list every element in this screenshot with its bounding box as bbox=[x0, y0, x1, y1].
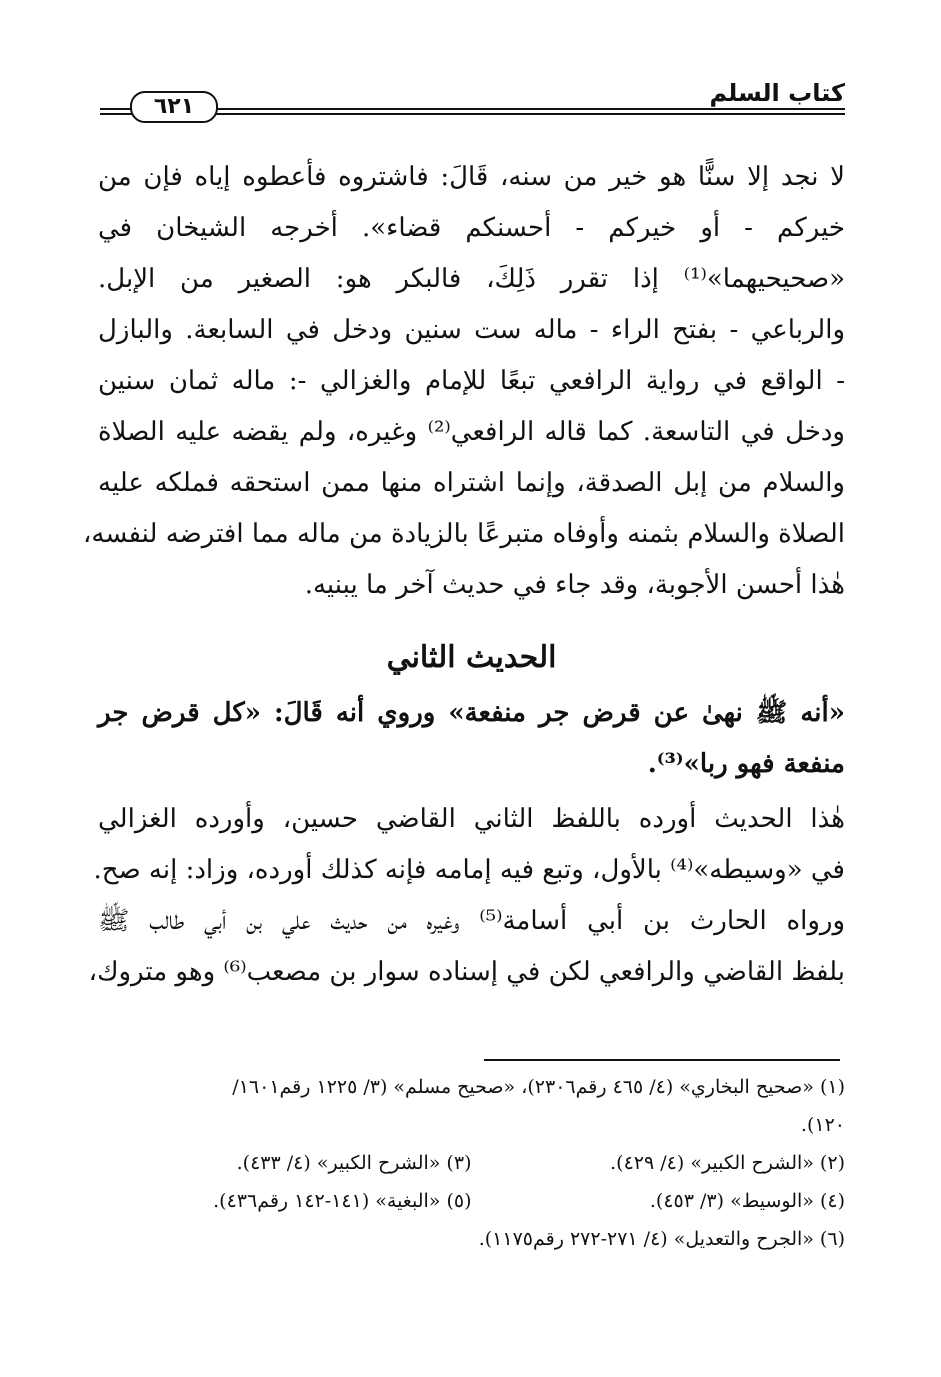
footnote-row bbox=[98, 1182, 845, 1220]
text-line: والسلام من إبل الصدقة، وإنما اشتراه منها ممن استحقه فملكه عليه bbox=[98, 468, 845, 498]
page-header bbox=[100, 78, 845, 122]
text-line: لا نجد إلا سنًّا هو خير من سنه، قَالَ: فاشتروه فأعطوه إياه فإن من bbox=[98, 162, 845, 192]
text-line: والرباعي - بفتح الراء - ماله ست سنين ودخل في السابعة. والبازل bbox=[98, 315, 845, 345]
footnote-5: (٥) «البغية» (١٤١-١٤٢ رقم٤٣٦). bbox=[213, 1190, 472, 1212]
footnote-1-continued: ١٢٠). bbox=[800, 1114, 845, 1136]
text-line: بلفظ القاضي والرافعي لكن في إسناده سوار بن مصعب⁽⁶⁾ وهو متروك، bbox=[88, 957, 845, 987]
footnote-row bbox=[98, 1144, 845, 1182]
section-heading: الحديث الثاني bbox=[386, 640, 557, 675]
footnote-4: (٤) «الوسيط» (٣/ ٤٥٣). bbox=[649, 1190, 845, 1212]
text-line: «صحيحيهما»⁽¹⁾ إذا تقرر ذَلِكَ، فالبكر هو: الصغير من الإبل. bbox=[98, 264, 845, 294]
text-line: ودخل في التاسعة. كما قاله الرافعي⁽²⁾ وغيره، ولم يقضه عليه الصلاة bbox=[98, 417, 845, 447]
page-number: ٦٢١ bbox=[130, 91, 218, 123]
text-line: ورواه الحارث بن أبي أسامة⁽⁵⁾ وغيره من حديث علي بن أبي طالب ﷺ bbox=[98, 906, 846, 936]
text-line: منفعة فهو ربا»⁽³⁾. bbox=[647, 749, 845, 779]
paragraph-1 bbox=[83, 152, 845, 611]
footnotes bbox=[98, 1068, 845, 1258]
text-line: «أنه ﷺ نهىٰ عن قرض جر منفعة» وروي أنه قَالَ: «كل قرض جر bbox=[98, 698, 845, 728]
chapter-title: كتاب السلم bbox=[699, 78, 845, 108]
text-line: خيركم - أو خيركم - أحسنكم قضاء». أخرجه الشيخان في bbox=[98, 213, 845, 243]
paragraph-2 bbox=[88, 794, 846, 998]
text-line: هٰذا أحسن الأجوبة، وقد جاء في حديث آخر ما يبنيه. bbox=[304, 570, 845, 600]
footnote-separator bbox=[484, 1059, 840, 1061]
text-line: الصلاة والسلام بثمنه وأوفاه متبرعًا بالزيادة من ماله مما افترضه لنفسه، bbox=[83, 519, 845, 549]
hadith-text bbox=[98, 688, 845, 790]
footnote-2: (٢) «الشرح الكبير» (٤/ ٤٢٩). bbox=[610, 1152, 845, 1174]
text-line: هٰذا الحديث أورده باللفظ الثاني القاضي حسين، وأورده الغزالي bbox=[98, 804, 845, 834]
footnote-1: (١) «صحيح البخاري» (٤/ ٤٦٥ رقم٢٣٠٦)، «صحيح مسلم» (٣/ ١٢٢٥ رقم١٦٠١/ bbox=[232, 1076, 845, 1098]
text-line: في «وسيطه»⁽⁴⁾ بالأول، وتبع فيه إمامه فإنه كذلك أورده، وزاد: إنه صح. bbox=[93, 855, 845, 885]
text-line: - الواقع في رواية الرافعي تبعًا للإمام والغزالي -: ماله ثمان سنين bbox=[98, 366, 845, 396]
footnote-3: (٣) «الشرح الكبير» (٤/ ٤٣٣). bbox=[236, 1152, 472, 1174]
footnote-6: (٦) «الجرح والتعديل» (٤/ ٢٧١-٢٧٢ رقم١١٧٥). bbox=[478, 1228, 845, 1250]
